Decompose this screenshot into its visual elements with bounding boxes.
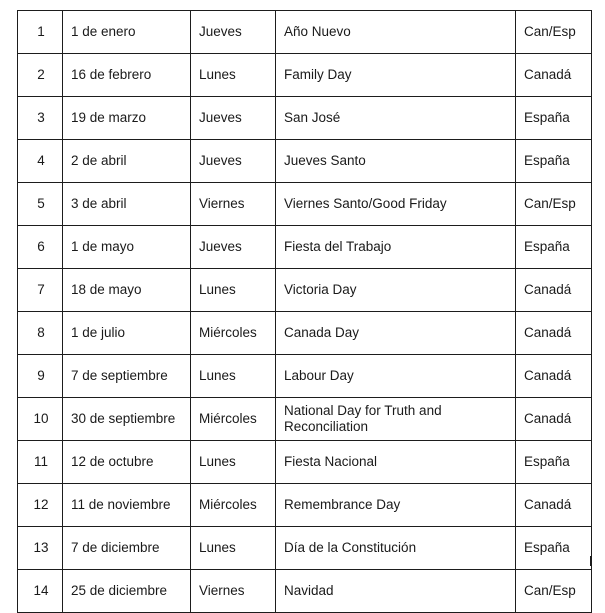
cell-weekday: Jueves [191, 140, 276, 183]
cell-holiday: Día de la Constitución [276, 527, 516, 570]
cell-country: Canadá [516, 484, 592, 527]
table-crop-stub [590, 556, 591, 566]
cell-number: 11 [18, 441, 63, 484]
cell-date: 30 de septiembre [63, 398, 191, 441]
cell-holiday: Navidad [276, 570, 516, 613]
cell-date: 7 de diciembre [63, 527, 191, 570]
cell-weekday: Viernes [191, 570, 276, 613]
cell-holiday: Fiesta Nacional [276, 441, 516, 484]
cell-date: 12 de octubre [63, 441, 191, 484]
cell-country: España [516, 226, 592, 269]
cell-date: 25 de diciembre [63, 570, 191, 613]
cell-country: España [516, 140, 592, 183]
cell-holiday: Fiesta del Trabajo [276, 226, 516, 269]
cell-date: 18 de mayo [63, 269, 191, 312]
table-row [18, 226, 592, 269]
cell-weekday: Miércoles [191, 312, 276, 355]
table-row [18, 54, 592, 97]
cell-date: 2 de abril [63, 140, 191, 183]
cell-number: 4 [18, 140, 63, 183]
cell-holiday: Canada Day [276, 312, 516, 355]
cell-number: 5 [18, 183, 63, 226]
cell-date: 19 de marzo [63, 97, 191, 140]
cell-number: 13 [18, 527, 63, 570]
cell-country: Can/Esp [516, 11, 592, 54]
table-row [18, 441, 592, 484]
cell-date: 1 de julio [63, 312, 191, 355]
table-row [18, 97, 592, 140]
table-row [18, 570, 592, 613]
table-crop-stub [62, 556, 63, 566]
cell-weekday: Jueves [191, 226, 276, 269]
table-row [18, 312, 592, 355]
cell-number: 8 [18, 312, 63, 355]
table-row [18, 269, 592, 312]
cell-holiday: San José [276, 97, 516, 140]
cell-number: 10 [18, 398, 63, 441]
table-crop-stub [17, 556, 18, 566]
cell-holiday: Jueves Santo [276, 140, 516, 183]
cell-country: Canadá [516, 269, 592, 312]
holidays-table-body [18, 11, 592, 613]
table-row [18, 140, 592, 183]
cell-holiday: Año Nuevo [276, 11, 516, 54]
cell-number: 1 [18, 11, 63, 54]
cell-holiday: National Day for Truth and Reconciliation [276, 398, 516, 441]
cell-weekday: Lunes [191, 441, 276, 484]
cell-number: 12 [18, 484, 63, 527]
cell-date: 1 de enero [63, 11, 191, 54]
cell-date: 11 de noviembre [63, 484, 191, 527]
cell-date: 1 de mayo [63, 226, 191, 269]
cell-date: 3 de abril [63, 183, 191, 226]
cell-country: España [516, 441, 592, 484]
table-row [18, 183, 592, 226]
cell-number: 9 [18, 355, 63, 398]
cell-weekday: Viernes [191, 183, 276, 226]
table-row [18, 527, 592, 570]
holidays-table [17, 10, 592, 613]
cell-weekday: Lunes [191, 527, 276, 570]
table-crop-stub [275, 556, 276, 566]
cell-weekday: Jueves [191, 11, 276, 54]
table-row [18, 11, 592, 54]
cell-weekday: Lunes [191, 54, 276, 97]
cell-number: 3 [18, 97, 63, 140]
cell-country: Can/Esp [516, 183, 592, 226]
cell-weekday: Miércoles [191, 484, 276, 527]
cell-date: 7 de septiembre [63, 355, 191, 398]
cell-weekday: Miércoles [191, 398, 276, 441]
cell-holiday: Family Day [276, 54, 516, 97]
cell-country: Canadá [516, 355, 592, 398]
table-crop-stub [190, 556, 191, 566]
cell-weekday: Jueves [191, 97, 276, 140]
cell-country: España [516, 527, 592, 570]
cell-holiday: Victoria Day [276, 269, 516, 312]
cell-number: 6 [18, 226, 63, 269]
cell-date: 16 de febrero [63, 54, 191, 97]
cell-country: España [516, 97, 592, 140]
cell-country: Canadá [516, 54, 592, 97]
cell-holiday: Remembrance Day [276, 484, 516, 527]
cell-holiday: Viernes Santo/Good Friday [276, 183, 516, 226]
table-crop-stub [515, 556, 516, 566]
cell-number: 14 [18, 570, 63, 613]
table-row [18, 355, 592, 398]
table-row [18, 484, 592, 527]
cell-country: Canadá [516, 312, 592, 355]
table-row [18, 398, 592, 441]
cell-number: 7 [18, 269, 63, 312]
cell-weekday: Lunes [191, 355, 276, 398]
cell-weekday: Lunes [191, 269, 276, 312]
cell-number: 2 [18, 54, 63, 97]
cell-country: Can/Esp [516, 570, 592, 613]
cell-country: Canadá [516, 398, 592, 441]
cell-holiday: Labour Day [276, 355, 516, 398]
